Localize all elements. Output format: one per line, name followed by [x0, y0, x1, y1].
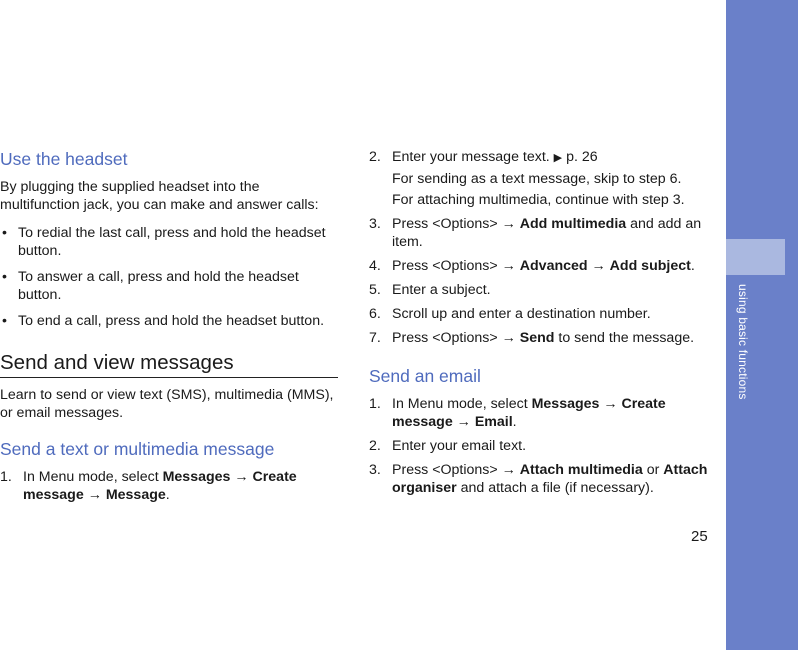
headset-intro: By plugging the supplied headset into the multifunction jack, you can make and answer calls:: [0, 179, 319, 213]
list-item: 4. Press <Options> → Advanced → Add subject.: [369, 258, 695, 274]
right-column: [369, 148, 714, 503]
list-item: 7. Press <Options> → Send to send the message.: [369, 330, 695, 346]
email-heading: Send an email: [369, 366, 481, 386]
list-item: • To end a call, press and hold the headset button.: [2, 313, 325, 329]
list-item: 6. Scroll up and enter a destination number.: [369, 306, 651, 322]
chapter-label: using basic functions: [736, 284, 750, 400]
chapter-tab: [726, 239, 785, 275]
headset-list: [0, 224, 338, 330]
list-item: 1. In Menu mode, select Messages → Create message → Email.: [369, 396, 666, 430]
messages-heading: Send and view messages: [0, 350, 338, 378]
page-number: 25: [691, 528, 708, 545]
list-item: 5. Enter a subject.: [369, 282, 491, 298]
list-item: 1. In Menu mode, select Messages → Create message → Message.: [0, 469, 297, 503]
list-item: 3. Press <Options> → Attach multimedia or Attach organiser and attach a file (if necessary).: [369, 462, 708, 496]
messages-intro: Learn to send or view text (SMS), multimedia (MMS), or email messages.: [0, 387, 334, 421]
page-ref-icon: ▶: [553, 152, 563, 164]
send-text-steps: [0, 468, 338, 504]
email-steps: [369, 395, 714, 497]
list-item: 3. Press <Options> → Add multimedia and add an item.: [369, 216, 702, 250]
list-item: 2. Enter your message text. ▶ p. 26 For sending as a text message, skip to step 6. For attaching multimedia, continue with step 3.: [369, 149, 685, 208]
left-column: [0, 148, 338, 510]
list-item: • To redial the last call, press and hold the headset button.: [2, 225, 326, 259]
headset-heading: Use the headset: [0, 149, 128, 169]
list-item: • To answer a call, press and hold the headset button.: [2, 269, 299, 303]
send-text-steps-continued: [369, 148, 714, 347]
send-text-heading: Send a text or multimedia message: [0, 439, 275, 459]
list-item: 2. Enter your email text.: [369, 438, 527, 454]
